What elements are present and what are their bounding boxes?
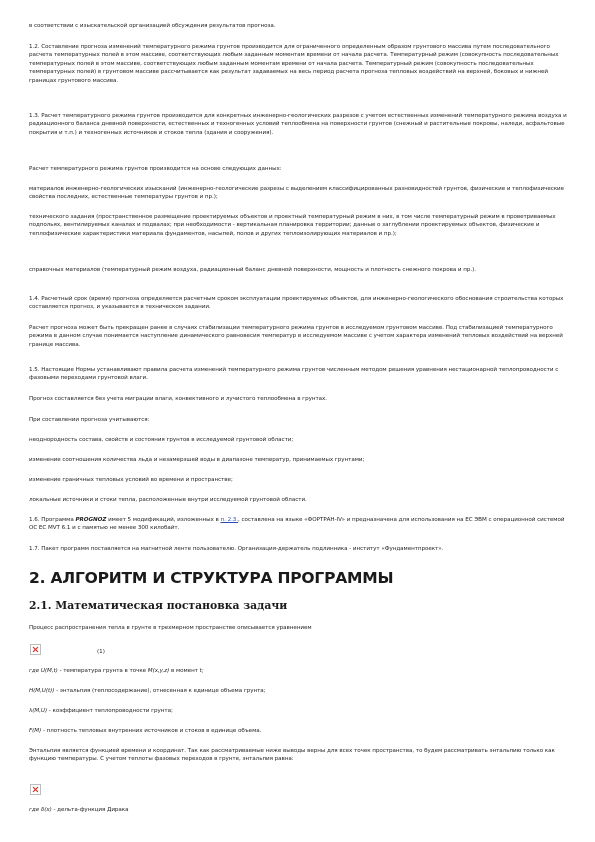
paragraph-1-7: 1.7. Пакет программ поставляется на магнитной ленте пользователю. Организация-держатель подлинника - институт «Фундаментпроект».: [29, 546, 444, 552]
symbol-f: F(M): [29, 728, 42, 734]
symbol-delta: где δ(x): [29, 807, 52, 813]
definition-enthalpy-text: - энтальпия (теплосодержание), отнесенная к единице объема грунта;: [54, 688, 266, 694]
list-item-heterogeneity: неоднородность состава, свойств и состояния грунтов в исследуемой грунтовой области;: [29, 437, 294, 443]
paragraph-1-5: 1.5. Настоящие Нормы устанавливают правила расчета изменений температурного режима грунтов численным методом решения уравнения нестационарной теплопроводности с фазовыми переходами грунтовой влаги.: [29, 367, 559, 382]
list-item-heat-sources: локальные источники и стоки тепла, расположенные внутри исследуемой грунтовой области.: [29, 497, 307, 503]
broken-image-icon: [30, 784, 41, 795]
symbol-h: H(M,U(t)): [29, 688, 55, 694]
paragraph-continuation: в соответствии с изыскательской организацией обсуждения результатов прогноза.: [29, 23, 276, 29]
program-name: PROGNOZ: [75, 517, 107, 523]
paragraph-1-2: 1.2. Составление прогноза изменений температурного режима грунтов производится для ограниченного определенным образом грунтового массива путем последовательного расчета температурных полей в этом массиве, соответствующих любым заданным моментам времени от начала расчета. Температурный режим (совокупность последовательных температурных полей в этом массиве, соответствующих любым заданным моментам времени от начала расчета. Температурный режим (совокупность последовательных температурных полей) в грунтовом массиве рассчитывается как результат задаваемых на весь период расчета прогноза тепловых воздействий на верхней, боковых и нижней границах грунтового массива.: [29, 44, 559, 84]
paragraph-reference-materials: справочных материалов (температурный режим воздуха, радиационный баланс дневной поверхности, мощность и плотность снежного покрова и пр.).: [29, 267, 476, 273]
definition-enthalpy: [29, 687, 567, 695]
paragraph-technical-task: технического задания (пространственное размещение проектируемых объектов и проектный температурный режим в них, в том числе температурный режим в проветриваемых подпольях, вентилируемых каналах и подвалах; при необходимости - вертикальная планировка территории; данные о заглублении проектируемых объектов, физические и теплофизические характеристики материала фундаментов, насыпей, полов и других теплоизолирующих материалов и пр.);: [29, 214, 556, 237]
definition-conductivity-text: - коэффициент теплопроводности грунта;: [47, 708, 173, 714]
definition-temperature-text-2: в момент: [169, 668, 200, 674]
broken-image-x-mark: [32, 646, 39, 653]
definition-sources: [29, 727, 567, 735]
broken-image-x-mark: [32, 786, 39, 793]
paragraph-survey-materials: материалов инженерно-геологических изысканий (инженерно-геологические разрезы с выделением классифицированных разновидностей грунтов, физические и теплофизические свойства последних, естественные температуры грунтов и пр.);: [29, 186, 565, 201]
list-item-boundary-conditions: изменение граничных тепловых условий во времени и пространстве;: [29, 477, 233, 483]
paragraph-data-intro: Расчет температурного режима грунтов производится на основе следующих данных:: [29, 166, 282, 172]
definition-delta-text: - дельта-функция Дирака: [51, 807, 129, 813]
section-2-3-link[interactable]: п. 2.3.: [220, 517, 239, 523]
section-heading: 2. АЛГОРИТМ И СТРУКТУРА ПРОГРАММЫ: [29, 569, 394, 587]
symbol-m: M(x,y,z): [147, 668, 170, 674]
definition-temperature-text: - температура грунта в точке: [57, 668, 148, 674]
paragraph-1-4: 1.4. Расчетный срок (время) прогноза определяется расчетным сроком эксплуатации проектируемых объектов, для инженерно-геологического обоснования строительства которых составляется прогноз, и указывается в техническом задании.: [29, 296, 564, 311]
symbol-u: где U(M,t): [29, 668, 58, 674]
subsection-heading: 2.1. Математическая постановка задачи: [29, 599, 288, 612]
definition-sources-text: - плотность тепловых внутренних источников и стоков в единице объема.: [41, 728, 262, 734]
broken-image-icon: [30, 644, 41, 655]
paragraph-stabilization: Расчет прогноза может быть прекращен ранее в случаях стабилизации температурного режима грунтов в исследуемом грунтовом массиве. Под стабилизацией температурного режима в данном случае понимается наступление динамического равновесия температур в исследуемом массиве с учетом характера изменений тепловых воздействий на верхней границе массива.: [29, 325, 563, 348]
paragraph-1-6-text-b: имеет 5 модификаций, изложенных в: [106, 517, 221, 523]
paragraph-1-3: 1.3. Расчет температурного режима грунтов производится для конкретных инженерно-геологических разрезов с учетом естественных изменений температурного режима воздуха и радиационного баланса дневной поверхности, естественных и техногенных условий теплообмена на поверхности грунтов (снежный и растительные покровы, наледи, асфальтовые покрытия и т.п.) и техногенных источников и стоков тепла (здания и сооружения).: [29, 113, 567, 136]
paragraph-considered: При составлении прогноза учитываются:: [29, 417, 150, 423]
symbol-t: t;: [199, 668, 204, 674]
definition-delta: [29, 806, 567, 814]
paragraph-1-6-text-a: 1.6. Программа: [29, 517, 76, 523]
list-item-ice-water: изменение соотношения количества льда и незамерзшей воды в диапазоне температур, принимаемых грунтами;: [29, 457, 365, 463]
equation-number: (1): [97, 649, 105, 655]
paragraph-1-6-text-c: , составлена на языке «ФОРТРАН-IV» и предназначена для использования на ЕС ЭВМ с операционной системой ОС ЕС МVТ 6.1 и с памятью не менее 300 килобайт.: [29, 517, 565, 532]
paragraph-enthalpy: Энтальпия является функцией времени и координат. Так как рассматриваемые ниже выводы верны для всех точек пространства, то будем рассматривать энтальпию только как функцию температуры. С учетом теплоты фазовых переходов в грунте, энтальпия равна:: [29, 748, 555, 763]
equation-intro: Процесс распространения тепла в грунте в трехмерном пространстве описывается уравнением: [29, 625, 312, 631]
definition-conductivity: [29, 707, 567, 715]
definition-temperature: [29, 667, 567, 675]
paragraph-1-6: [29, 516, 567, 533]
symbol-lambda: λ(M,U): [29, 708, 48, 714]
paragraph-no-migration: Прогноз составляется без учета миграции влаги, конвективного и лучистого теплообмена в грунтах.: [29, 396, 328, 402]
